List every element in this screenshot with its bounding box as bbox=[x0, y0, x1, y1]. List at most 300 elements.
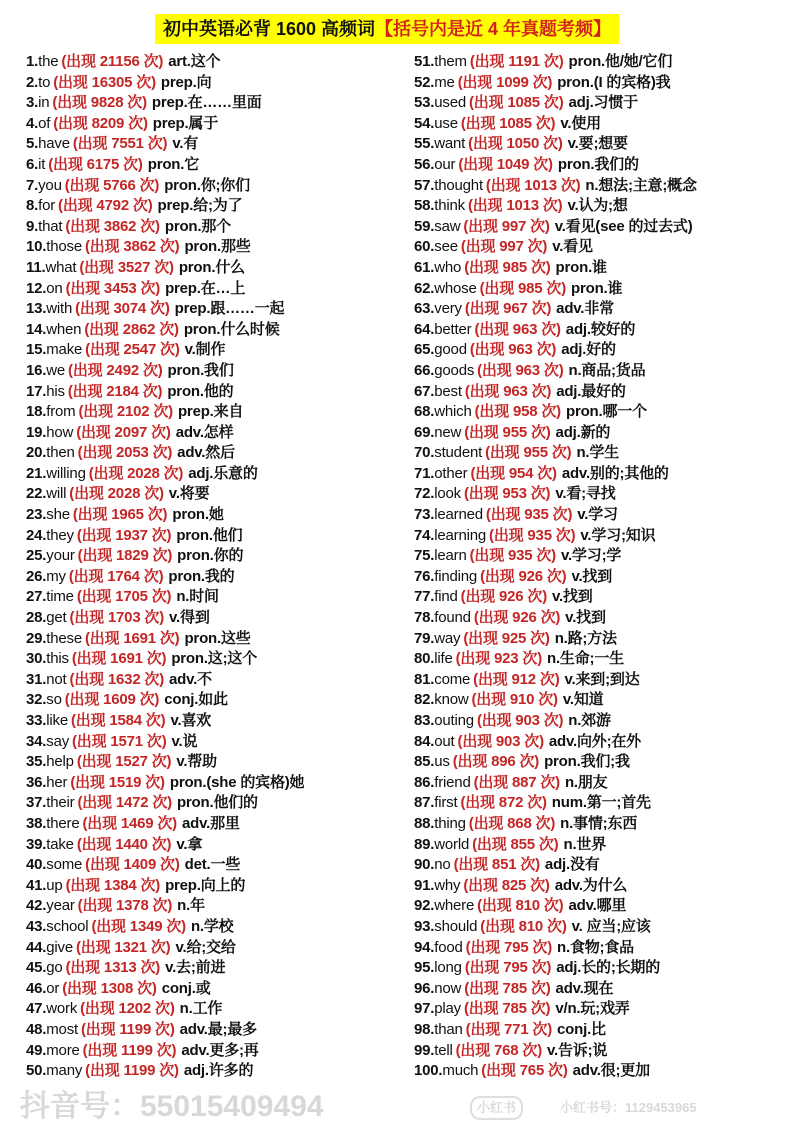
word-meaning: pron.他们的 bbox=[176, 794, 258, 812]
word-number: 89. bbox=[414, 835, 435, 853]
word-meaning: v.有 bbox=[172, 135, 199, 153]
word-number: 62. bbox=[414, 279, 435, 297]
word-entry bbox=[26, 690, 304, 711]
watermark-band bbox=[0, 1086, 800, 1130]
frequency-count: (出现 1202 次) bbox=[80, 1000, 175, 1018]
word-text: willing bbox=[46, 464, 86, 482]
word-text: she bbox=[46, 506, 70, 524]
word-entry bbox=[414, 52, 697, 73]
frequency-count: (出现 935 次) bbox=[489, 526, 576, 544]
word-number: 36. bbox=[26, 773, 47, 791]
word-text: who bbox=[434, 258, 462, 276]
word-text: most bbox=[46, 1020, 78, 1038]
word-text: what bbox=[45, 258, 77, 276]
word-meaning: v.使用 bbox=[560, 114, 601, 132]
frequency-count: (出现 1321 次) bbox=[75, 938, 171, 956]
word-text: new bbox=[434, 423, 462, 441]
frequency-count: (出现 903 次) bbox=[457, 732, 544, 750]
word-meaning: prep.给;为了 bbox=[157, 197, 243, 215]
word-meaning: v.来到;到达 bbox=[564, 670, 640, 688]
word-number: 97. bbox=[414, 1000, 435, 1018]
word-meaning: prep.跟……一起 bbox=[174, 300, 285, 318]
word-number: 29. bbox=[26, 629, 47, 647]
word-meaning: pron.他的 bbox=[167, 382, 234, 400]
word-number: 94. bbox=[414, 938, 435, 956]
word-entry bbox=[26, 73, 304, 94]
frequency-count: (出现 1705 次) bbox=[76, 588, 172, 606]
word-text: more bbox=[46, 1041, 80, 1059]
word-meaning: adv.不 bbox=[169, 670, 212, 688]
word-text: we bbox=[46, 361, 66, 379]
word-entry bbox=[414, 258, 697, 279]
word-entry bbox=[26, 917, 304, 938]
word-entry bbox=[26, 217, 304, 238]
word-meaning: v.看;寻找 bbox=[555, 485, 616, 503]
word-number: 27. bbox=[26, 588, 47, 606]
frequency-count: (出现 926 次) bbox=[473, 609, 561, 627]
word-number: 99. bbox=[414, 1041, 435, 1059]
frequency-count: (出现 1050 次) bbox=[468, 135, 563, 153]
word-entry bbox=[26, 876, 304, 897]
word-number: 38. bbox=[26, 814, 47, 832]
frequency-count: (出现 810 次) bbox=[480, 917, 567, 935]
word-meaning: num.第一;首先 bbox=[551, 794, 651, 812]
page-title bbox=[155, 14, 619, 44]
word-entry bbox=[414, 217, 697, 238]
word-number: 24. bbox=[26, 526, 47, 544]
word-entry bbox=[414, 629, 697, 650]
frequency-count: (出现 1472 次) bbox=[77, 794, 172, 812]
word-meaning: pron.我们的 bbox=[557, 155, 639, 173]
word-number: 73. bbox=[414, 506, 435, 524]
word-text: there bbox=[46, 814, 80, 832]
word-number: 90. bbox=[414, 856, 435, 874]
word-number: 93. bbox=[414, 917, 435, 935]
word-entry bbox=[26, 382, 304, 403]
word-text: now bbox=[434, 979, 462, 997]
frequency-count: (出现 1378 次) bbox=[77, 897, 173, 915]
frequency-count: (出现 4792 次) bbox=[58, 197, 153, 215]
word-number: 61. bbox=[414, 258, 435, 276]
word-meaning: det.一些 bbox=[184, 856, 241, 874]
word-meaning: v.学习;学 bbox=[560, 547, 622, 565]
word-number: 7. bbox=[26, 176, 39, 194]
frequency-count: (出现 954 次) bbox=[470, 464, 557, 482]
word-number: 92. bbox=[414, 897, 435, 915]
word-entry bbox=[414, 196, 697, 217]
word-text: friend bbox=[434, 773, 471, 791]
word-meaning: pron.你的 bbox=[177, 547, 244, 565]
frequency-count: (出现 1965 次) bbox=[72, 506, 168, 524]
word-entry bbox=[414, 423, 697, 444]
frequency-count: (出现 903 次) bbox=[476, 712, 564, 729]
word-entry bbox=[26, 587, 304, 608]
word-number: 65. bbox=[414, 341, 435, 359]
word-meaning: v.告诉;说 bbox=[547, 1041, 608, 1059]
word-text: us bbox=[434, 753, 450, 771]
word-entry bbox=[26, 320, 304, 341]
word-entry bbox=[414, 464, 697, 485]
word-meaning: n.时间 bbox=[176, 588, 219, 606]
word-text: very bbox=[434, 300, 462, 318]
word-text: which bbox=[434, 403, 472, 421]
word-entry bbox=[26, 608, 304, 629]
word-meaning: prep.在…上 bbox=[165, 279, 246, 297]
word-meaning: n.路;方法 bbox=[554, 629, 617, 647]
word-text: student bbox=[434, 444, 483, 462]
word-number: 80. bbox=[414, 650, 435, 668]
word-text: get bbox=[46, 609, 67, 627]
word-meaning: adv.为什么 bbox=[554, 876, 628, 894]
word-text: find bbox=[434, 588, 458, 606]
frequency-count: (出现 967 次) bbox=[464, 300, 552, 318]
word-meaning: adj.乐意的 bbox=[188, 464, 258, 482]
word-meaning: n.食物;食品 bbox=[557, 938, 634, 956]
word-number: 53. bbox=[414, 94, 435, 112]
frequency-count: (出现 1384 次) bbox=[65, 876, 161, 894]
word-meaning: pron.(I 的宾格)我 bbox=[557, 73, 671, 91]
word-entry bbox=[26, 649, 304, 670]
word-number: 69. bbox=[414, 423, 435, 441]
word-text: have bbox=[38, 135, 70, 153]
word-meaning: n.郊游 bbox=[568, 712, 611, 729]
frequency-count: (出现 1527 次) bbox=[76, 753, 172, 771]
word-text: his bbox=[46, 382, 65, 400]
word-number: 58. bbox=[414, 197, 435, 215]
word-number: 56. bbox=[414, 155, 435, 173]
word-number: 63. bbox=[414, 300, 435, 318]
word-text: world bbox=[434, 835, 470, 853]
frequency-count: (出现 5766 次) bbox=[64, 176, 160, 194]
word-text: year bbox=[46, 897, 75, 915]
word-number: 17. bbox=[26, 382, 47, 400]
word-number: 13. bbox=[26, 300, 47, 318]
word-meaning: conj.或 bbox=[161, 979, 211, 997]
word-meaning: v. 应当;应该 bbox=[571, 917, 651, 935]
word-meaning: adv.最;最多 bbox=[179, 1020, 257, 1038]
word-entry bbox=[414, 608, 697, 629]
word-entry bbox=[26, 979, 304, 1000]
word-text: life bbox=[434, 650, 453, 668]
word-entry bbox=[414, 917, 697, 938]
word-entry bbox=[26, 505, 304, 526]
word-number: 9. bbox=[26, 217, 39, 235]
word-text: take bbox=[46, 835, 74, 853]
word-text: whose bbox=[434, 279, 477, 297]
word-entry bbox=[414, 567, 697, 588]
word-meaning: pron.这;这个 bbox=[171, 650, 258, 668]
word-entry bbox=[414, 1041, 697, 1062]
word-entry bbox=[26, 732, 304, 753]
word-entry bbox=[26, 258, 304, 279]
word-number: 22. bbox=[26, 485, 47, 503]
word-text: long bbox=[434, 959, 462, 977]
frequency-count: (出现 1013 次) bbox=[485, 176, 581, 194]
word-meaning: v.学习;知识 bbox=[580, 526, 656, 544]
word-entry bbox=[414, 402, 697, 423]
word-text: used bbox=[434, 94, 466, 112]
frequency-count: (出现 1313 次) bbox=[65, 959, 161, 977]
word-meaning: adv.非常 bbox=[556, 300, 614, 318]
word-entry bbox=[26, 155, 304, 176]
word-meaning: adv.那里 bbox=[181, 814, 240, 832]
frequency-count: (出现 1409 次) bbox=[85, 856, 180, 874]
frequency-count: (出现 1199 次) bbox=[82, 1041, 177, 1059]
word-number: 48. bbox=[26, 1020, 47, 1038]
word-number: 98. bbox=[414, 1020, 435, 1038]
frequency-count: (出现 1691 次) bbox=[84, 629, 180, 647]
word-number: 60. bbox=[414, 238, 435, 256]
word-meaning: pron.那些 bbox=[184, 238, 251, 256]
word-meaning: pron.什么 bbox=[178, 258, 245, 276]
word-entry bbox=[414, 793, 697, 814]
frequency-count: (出现 1099 次) bbox=[457, 73, 553, 91]
word-entry bbox=[414, 320, 697, 341]
frequency-count: (出现 958 次) bbox=[474, 403, 561, 421]
word-text: much bbox=[442, 1062, 479, 1080]
word-text: see bbox=[434, 238, 458, 256]
word-meaning: adj.习惯于 bbox=[568, 94, 638, 112]
word-number: 100. bbox=[414, 1062, 443, 1080]
word-meaning: pron.什么时候 bbox=[183, 320, 280, 338]
word-meaning: pron.哪一个 bbox=[565, 403, 647, 421]
word-meaning: prep.向 bbox=[160, 73, 212, 91]
word-number: 59. bbox=[414, 217, 435, 235]
word-meaning: v.得到 bbox=[169, 609, 210, 627]
word-meaning: v.找到 bbox=[565, 609, 606, 627]
word-text: your bbox=[46, 547, 75, 565]
word-meaning: n.年 bbox=[177, 897, 205, 915]
word-meaning: pron.他们 bbox=[176, 526, 243, 544]
word-number: 84. bbox=[414, 732, 435, 750]
frequency-count: (出现 2492 次) bbox=[68, 361, 163, 379]
frequency-count: (出现 925 次) bbox=[463, 629, 550, 647]
word-entry bbox=[414, 484, 697, 505]
frequency-count: (出现 2862 次) bbox=[84, 320, 179, 338]
word-text: thing bbox=[434, 814, 466, 832]
word-entry bbox=[414, 814, 697, 835]
word-text: of bbox=[38, 114, 51, 132]
word-entry bbox=[414, 979, 697, 1000]
word-entry bbox=[26, 340, 304, 361]
word-number: 10. bbox=[26, 238, 47, 256]
word-entry bbox=[26, 526, 304, 547]
word-number: 4. bbox=[26, 114, 39, 132]
word-meaning: v.知道 bbox=[562, 691, 604, 709]
frequency-count: (出现 1764 次) bbox=[68, 567, 164, 585]
word-number: 88. bbox=[414, 814, 435, 832]
word-meaning: n.事情;东西 bbox=[560, 814, 638, 832]
word-text: use bbox=[434, 114, 458, 132]
frequency-count: (出现 6175 次) bbox=[48, 155, 143, 173]
word-number: 71. bbox=[414, 464, 435, 482]
word-text: that bbox=[38, 217, 63, 235]
word-number: 66. bbox=[414, 361, 435, 379]
word-entry bbox=[26, 752, 304, 773]
word-number: 23. bbox=[26, 506, 47, 524]
word-entry bbox=[414, 587, 697, 608]
word-text: no bbox=[434, 856, 451, 874]
word-text: help bbox=[46, 753, 74, 771]
word-meaning: v.看见 bbox=[552, 238, 593, 256]
word-text: best bbox=[434, 382, 462, 400]
word-number: 21. bbox=[26, 464, 47, 482]
word-text: our bbox=[434, 155, 456, 173]
frequency-count: (出现 1013 次) bbox=[467, 197, 563, 215]
word-number: 25. bbox=[26, 547, 47, 565]
word-meaning: adv.哪里 bbox=[568, 897, 627, 915]
word-entry bbox=[26, 402, 304, 423]
word-entry bbox=[414, 526, 697, 547]
word-text: they bbox=[46, 526, 74, 544]
word-entry bbox=[26, 670, 304, 691]
word-entry bbox=[414, 155, 697, 176]
word-entry bbox=[414, 999, 697, 1020]
word-text: learning bbox=[434, 526, 487, 544]
word-text: not bbox=[46, 670, 67, 688]
word-entry bbox=[414, 711, 697, 732]
word-text: first bbox=[434, 794, 458, 812]
frequency-count: (出现 926 次) bbox=[480, 567, 567, 585]
word-meaning: adj.最好的 bbox=[556, 382, 626, 400]
word-entry bbox=[26, 793, 304, 814]
word-entry bbox=[26, 423, 304, 444]
frequency-count: (出现 9828 次) bbox=[52, 94, 147, 112]
frequency-count: (出现 768 次) bbox=[455, 1041, 542, 1059]
frequency-count: (出现 1085 次) bbox=[460, 114, 556, 132]
word-number: 68. bbox=[414, 403, 435, 421]
word-text: so bbox=[46, 691, 62, 709]
word-entry bbox=[26, 93, 304, 114]
word-number: 50. bbox=[26, 1062, 47, 1080]
word-meaning: n.学校 bbox=[190, 917, 234, 935]
word-meaning: v.学习 bbox=[577, 506, 618, 524]
frequency-count: (出现 7551 次) bbox=[72, 135, 168, 153]
word-entry bbox=[414, 1020, 697, 1041]
word-text: way bbox=[434, 629, 461, 647]
word-entry bbox=[414, 958, 697, 979]
word-entry bbox=[414, 876, 697, 897]
word-number: 51. bbox=[414, 53, 435, 70]
word-entry bbox=[414, 835, 697, 856]
word-number: 54. bbox=[414, 114, 435, 132]
word-number: 81. bbox=[414, 670, 435, 688]
word-entry bbox=[26, 958, 304, 979]
word-text: it bbox=[38, 155, 46, 173]
word-number: 40. bbox=[26, 856, 47, 874]
word-meaning: v.给;交给 bbox=[175, 938, 236, 956]
word-meaning: conj.比 bbox=[557, 1020, 606, 1038]
word-number: 5. bbox=[26, 135, 39, 153]
word-meaning: adj.较好的 bbox=[565, 320, 636, 338]
word-number: 18. bbox=[26, 403, 47, 421]
word-entry bbox=[414, 546, 697, 567]
word-meaning: n.世界 bbox=[563, 835, 607, 853]
word-entry bbox=[26, 629, 304, 650]
word-meaning: v/n.玩;戏弄 bbox=[555, 1000, 630, 1018]
word-entry bbox=[26, 855, 304, 876]
word-meaning: prep.属于 bbox=[152, 114, 219, 132]
word-text: some bbox=[46, 856, 83, 874]
word-text: like bbox=[46, 712, 68, 729]
word-meaning: n.商品;货品 bbox=[568, 361, 646, 379]
word-entry bbox=[414, 443, 697, 464]
word-meaning: prep.在……里面 bbox=[151, 94, 262, 112]
word-text: you bbox=[38, 176, 62, 194]
word-meaning: adv.向外;在外 bbox=[548, 732, 641, 750]
word-text: saw bbox=[434, 217, 461, 235]
word-number: 55. bbox=[414, 135, 435, 153]
frequency-count: (出现 923 次) bbox=[455, 650, 542, 668]
word-meaning: n.想法;主意;概念 bbox=[585, 176, 697, 194]
frequency-count: (出现 997 次) bbox=[460, 238, 548, 256]
word-entry bbox=[26, 546, 304, 567]
word-number: 52. bbox=[414, 73, 435, 91]
frequency-count: (出现 785 次) bbox=[463, 1000, 551, 1018]
frequency-count: (出现 1609 次) bbox=[64, 691, 160, 709]
word-meaning: art.这个 bbox=[168, 53, 221, 70]
word-entry bbox=[26, 299, 304, 320]
word-number: 20. bbox=[26, 444, 47, 462]
word-meaning: pron.我的 bbox=[168, 567, 235, 585]
word-text: found bbox=[434, 609, 471, 627]
word-meaning: pron.我们 bbox=[167, 361, 234, 379]
word-entry bbox=[414, 732, 697, 753]
word-text: work bbox=[46, 1000, 78, 1018]
frequency-count: (出现 3862 次) bbox=[84, 238, 180, 256]
word-text: other bbox=[434, 464, 468, 482]
word-text: play bbox=[434, 1000, 461, 1018]
word-list-right bbox=[414, 52, 697, 1082]
word-meaning: v.去;前进 bbox=[165, 959, 226, 977]
frequency-count: (出现 2028 次) bbox=[88, 464, 184, 482]
frequency-count: (出现 1584 次) bbox=[70, 712, 166, 729]
word-text: this bbox=[46, 650, 69, 668]
word-text: come bbox=[434, 670, 471, 688]
frequency-count: (出现 1049 次) bbox=[458, 155, 553, 173]
word-meaning: adj.长的;长期的 bbox=[556, 959, 661, 977]
frequency-count: (出现 1349 次) bbox=[91, 917, 186, 935]
word-text: for bbox=[38, 197, 56, 215]
word-number: 44. bbox=[26, 938, 47, 956]
word-meaning: adj.新的 bbox=[555, 423, 611, 441]
frequency-count: (出现 1937 次) bbox=[76, 526, 172, 544]
word-number: 14. bbox=[26, 320, 47, 338]
word-text: out bbox=[434, 732, 455, 750]
word-text: why bbox=[434, 876, 461, 894]
word-number: 47. bbox=[26, 1000, 47, 1018]
word-meaning: adv.别的;其他的 bbox=[561, 464, 669, 482]
word-number: 30. bbox=[26, 650, 47, 668]
frequency-count: (出现 795 次) bbox=[465, 938, 553, 956]
word-text: than bbox=[434, 1020, 463, 1038]
word-entry bbox=[26, 835, 304, 856]
word-number: 64. bbox=[414, 320, 435, 338]
word-number: 11. bbox=[26, 258, 46, 276]
word-number: 26. bbox=[26, 567, 47, 585]
word-entry bbox=[414, 752, 697, 773]
word-text: where bbox=[434, 897, 475, 915]
word-meaning: v.找到 bbox=[552, 588, 593, 606]
frequency-count: (出现 963 次) bbox=[477, 361, 564, 379]
frequency-count: (出现 985 次) bbox=[479, 279, 566, 297]
word-meaning: v.要;想要 bbox=[567, 135, 628, 153]
word-entry bbox=[26, 361, 304, 382]
word-text: learn bbox=[434, 547, 467, 565]
word-entry bbox=[414, 237, 697, 258]
word-text: to bbox=[38, 73, 51, 91]
word-text: look bbox=[434, 485, 461, 503]
